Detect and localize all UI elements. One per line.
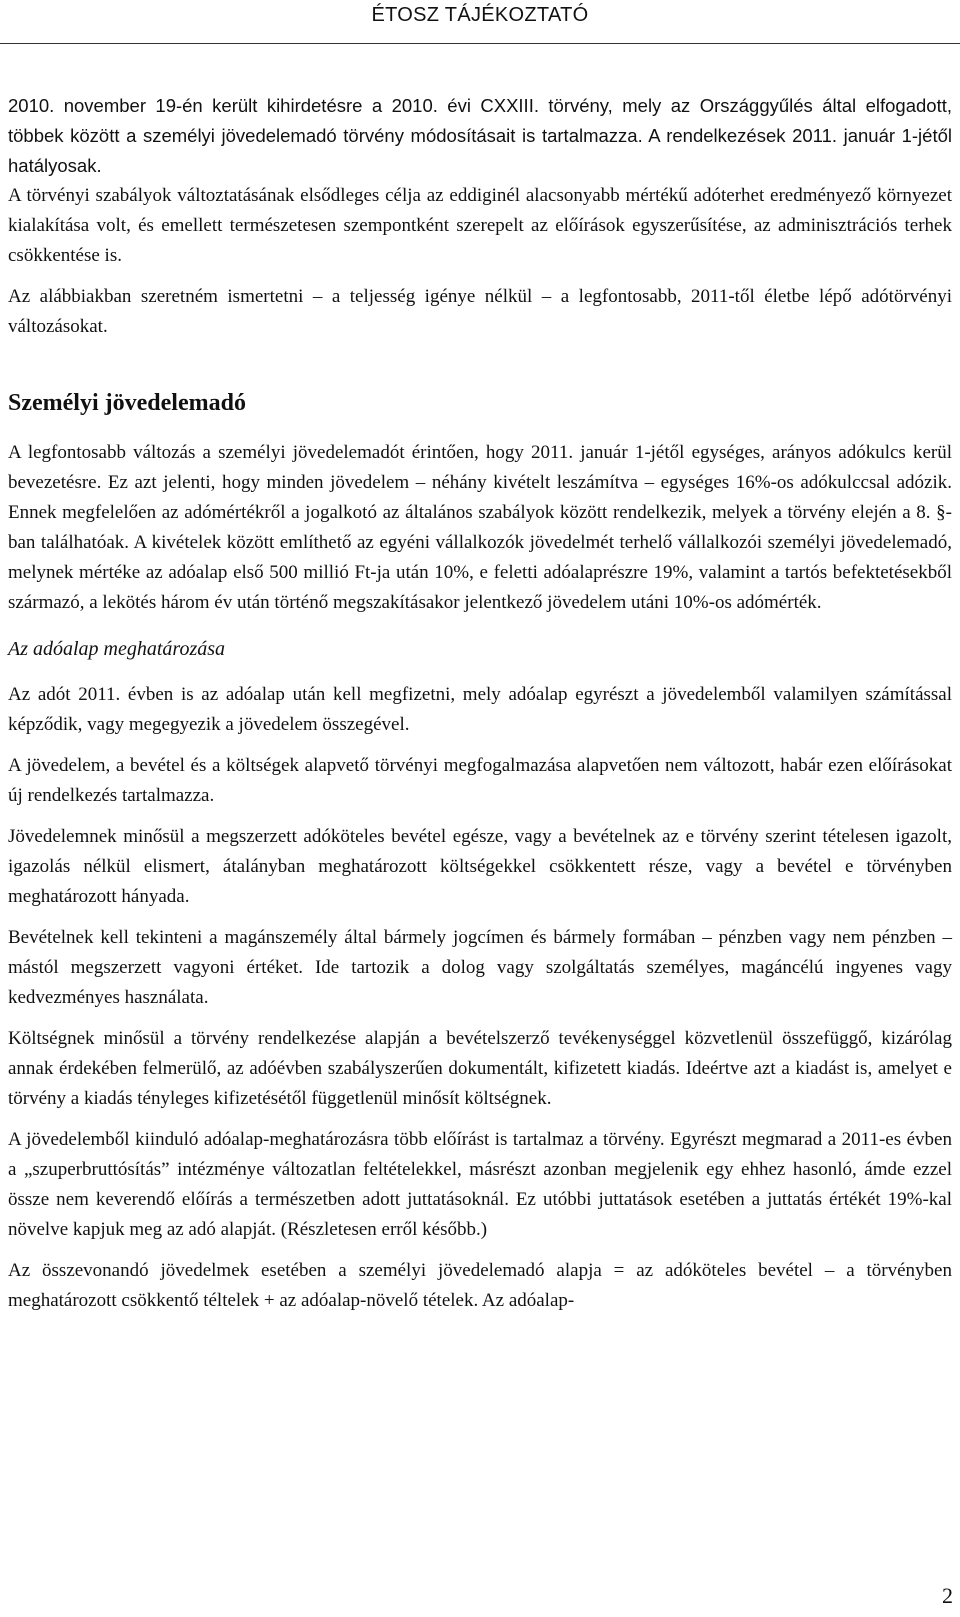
subsection-heading-adoalap: Az adóalap meghatározása — [8, 638, 226, 660]
page-header-title: ÉTOSZ TÁJÉKOZTATÓ — [371, 4, 589, 26]
subsection-paragraph: Bevételnek kell tekinteni a magánszemély által bármely jogcímen és bármely formában – pénzben vagy nem pénzben – mástól megszerzett vagyoni értéket. Ide tartozik a dolog vagy szolgáltatás személyes, magáncélú ingyenes vagy kedvezményes használata. — [8, 927, 952, 1008]
section-paragraph-1: A legfontosabb változás a személyi jövedelemadót érintően, hogy 2011. január 1-jétől egységes, arányos adókulcs kerül bevezetésre. Ez azt jelenti, hogy minden jövedelem – néhány kivételt leszámítva – egységes 16%-os adókulccsal adózik. Ennek megfelelően az adómértékről a jogalkotó az általános szabályok között rendelkezik, melyek a törvény elején a 8. §-ban találhatóak. A kivételek között említhető az egyéni vállalkozók jövedelmét terhelő vállalkozói személyi jövedelemadó, melynek mértéke az adóalap első 500 millió Ft-ja után 10%, e feletti adóalaprészre 19%, valamint a tartós befektetésekből származó, a lekötés három év után történő megszakításakor jelentkező jövedelem utáni 10%-os adómérték. — [8, 442, 952, 613]
subsection-paragraph: Jövedelemnek minősül a megszerzett adóköteles bevétel egésze, vagy a bevételnek az e törvény szerint tételesen igazolt, igazolás nélkül elismert, átalányban meghatározott költségekkel csökkentett része, vagy a bevétel e törvényben meghatározott hányada. — [8, 826, 952, 907]
intro-paragraph-3: Az alábbiakban szeretném ismertetni – a teljesség igénye nélkül – a legfontosabb, 2011-től életbe lépő adótörvényi változásokat. — [8, 286, 952, 337]
subsection-paragraph: Az adót 2011. évben is az adóalap után kell megfizetni, mely adóalap egyrészt a jövedelemből valamilyen számítással képződik, vagy megegyezik a jövedelem összegével. — [8, 684, 952, 735]
section-heading-szja: Személyi jövedelemadó — [8, 390, 246, 416]
subsection-paragraph: A jövedelemből kiinduló adóalap-meghatározásra több előírást is tartalmaz a törvény. Egyrészt megmarad a 2011-es évben a „szuperbruttósítás” intézménye változatlan feltételekkel, másrészt azonban megjelenik egy ehhez hasonló, ámde ezzel össze nem keverendő előírás a természetben adott juttatásoknál. Ez utóbbi juttatások esetében a juttatás értékét 19%-kal növelve kapjuk meg az adó alapját. (Részletesen erről később.) — [8, 1129, 952, 1240]
document-body — [8, 91, 952, 1327]
header-divider — [0, 43, 960, 44]
intro-paragraph-1: 2010. november 19-én került kihirdetésre a 2010. évi CXXIII. törvény, mely az Országgyűlés által elfogadott, többek között a személyi jövedelemadó törvény módosításait is tartalmazza. A rendelkezések 2011. január 1-jétől hatályosak. — [8, 95, 952, 176]
subsection-paragraph: Költségnek minősül a törvény rendelkezése alapján a bevételszerző tevékenységgel közvetlenül összefüggő, kizárólag annak érdekében felmerülő, az adóévben szabályszerűen dokumentált, kifizetett kiadás. Ideértve azt a kiadást is, amelyet e törvény a kiadás tényleges kifizetésétől függetlenül minősít költségnek. — [8, 1028, 952, 1109]
intro-paragraph-2: A törvényi szabályok változtatásának elsődleges célja az eddiginél alacsonyabb mértékű adóterhet eredményező környezet kialakítása volt, és emellett természetesen szempontként szerepelt az előírások egyszerűsítése, az adminisztrációs terhek csökkentése is. — [8, 185, 952, 266]
subsection-paragraph: Az összevonandó jövedelmek esetében a személyi jövedelemadó alapja = az adóköteles bevétel – a törvényben meghatározott csökkentő téltelek + az adóalap-növelő tételek. Az adóalap- — [8, 1260, 952, 1311]
page-number: 2 — [942, 1583, 953, 1608]
subsection-paragraph: A jövedelem, a bevétel és a költségek alapvető törvényi megfogalmazása alapvetően nem változott, habár ezen előírásokat új rendelkezés tartalmazza. — [8, 755, 952, 806]
